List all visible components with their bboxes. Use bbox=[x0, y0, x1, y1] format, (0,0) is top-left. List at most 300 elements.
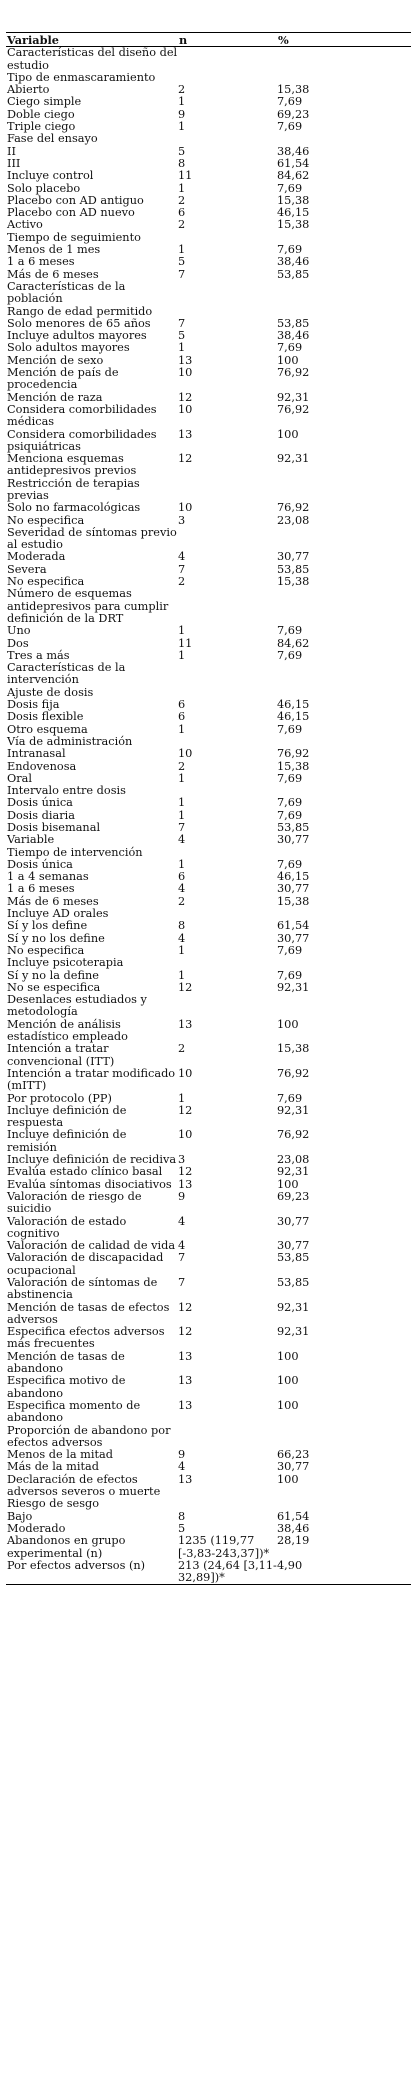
row-variable-cell: Tiempo de seguimiento bbox=[7, 230, 141, 244]
row-variable-cell: No especifica bbox=[7, 575, 85, 589]
row-percent-cell: 66,23 bbox=[277, 1448, 310, 1462]
row-variable-cell: Mención de análisis estadístico empleado bbox=[7, 1017, 128, 1044]
row-variable-cell: Rango de edad permitido bbox=[7, 304, 153, 318]
row-variable-cell: Sí y no la define bbox=[7, 968, 99, 982]
table-row bbox=[6, 883, 411, 895]
row-n-cell bbox=[178, 1425, 277, 1450]
row-variable-cell: Mención de tasas de abandono bbox=[7, 1349, 125, 1376]
row-variable-cell: Restricción de terapias previas bbox=[7, 476, 140, 502]
row-n-cell bbox=[178, 47, 277, 72]
row-percent-cell bbox=[277, 478, 411, 503]
row-n-cell: 13 bbox=[178, 1398, 193, 1412]
table-row bbox=[6, 736, 411, 748]
row-n-cell: 3 bbox=[178, 513, 186, 527]
row-variable-cell: Dosis fija bbox=[7, 698, 60, 712]
row-n-cell bbox=[178, 785, 277, 797]
row-n-cell: 213 (24,64 [3,11-32,89])* bbox=[178, 1558, 277, 1585]
row-variable-cell: Moderada bbox=[7, 550, 66, 564]
table-row bbox=[6, 822, 411, 834]
row-percent-cell: 15,38 bbox=[277, 1042, 310, 1056]
row-n-cell: 12 bbox=[178, 980, 193, 994]
row-n-cell: 5 bbox=[178, 1521, 186, 1535]
table-row bbox=[6, 404, 411, 429]
row-percent-cell bbox=[277, 1425, 411, 1450]
row-n-cell: 5 bbox=[178, 329, 186, 343]
row-variable-cell: Valoración de calidad de vida bbox=[7, 1239, 176, 1253]
row-variable-cell: Fase del ensayo bbox=[7, 132, 98, 146]
table-row bbox=[6, 146, 411, 158]
table-row bbox=[6, 256, 411, 268]
table-row bbox=[6, 306, 411, 318]
row-variable-cell: Vía de administración bbox=[7, 734, 133, 748]
table-row bbox=[6, 834, 411, 846]
row-variable-cell: Especifica motivo de abandono bbox=[7, 1374, 126, 1400]
row-n-cell: 7 bbox=[178, 316, 186, 330]
row-variable-cell: Sí y los define bbox=[7, 919, 88, 933]
table-row bbox=[6, 342, 411, 354]
row-n-cell: 10 bbox=[178, 366, 193, 380]
table-body bbox=[6, 47, 411, 1585]
row-variable-cell: Características de la intervención bbox=[7, 661, 126, 687]
row-n-cell bbox=[178, 994, 277, 1019]
row-percent-cell: 100 bbox=[277, 1398, 299, 1412]
row-n-cell: 2 bbox=[178, 83, 186, 97]
row-n-cell: 4 bbox=[178, 1460, 186, 1474]
row-variable-cell: Considera comorbilidades médicas bbox=[7, 402, 157, 429]
row-n-cell: 1 bbox=[178, 771, 186, 785]
row-n-cell: 2 bbox=[178, 759, 186, 773]
row-variable-cell: Dosis única bbox=[7, 796, 73, 810]
row-variable-cell: Tipo de enmascaramiento bbox=[7, 70, 156, 84]
table-row bbox=[6, 1425, 411, 1450]
row-n-cell bbox=[178, 908, 277, 920]
row-variable-cell: Placebo con AD antiguo bbox=[7, 193, 144, 207]
table-row bbox=[6, 72, 411, 84]
row-variable-cell: Incluye control bbox=[7, 169, 94, 183]
table-row bbox=[6, 687, 411, 699]
table-row bbox=[6, 1043, 411, 1068]
row-percent-cell: 76,92 bbox=[277, 1128, 310, 1142]
row-n-cell: 6 bbox=[178, 206, 186, 220]
row-variable-cell: Mención de país de procedencia bbox=[7, 366, 119, 392]
row-percent-cell: 7,69 bbox=[277, 181, 303, 195]
row-percent-cell: 38,46 bbox=[277, 144, 310, 158]
row-variable-cell: Solo placebo bbox=[7, 181, 81, 195]
row-n-cell: 1 bbox=[178, 120, 186, 134]
row-percent-cell: 7,69 bbox=[277, 968, 303, 982]
row-variable-cell: Ciego simple bbox=[7, 95, 82, 109]
row-percent-cell: 7,69 bbox=[277, 243, 303, 257]
table-row bbox=[6, 1019, 411, 1044]
table-row bbox=[6, 761, 411, 773]
row-n-cell: 3 bbox=[178, 1153, 186, 1167]
row-n-cell: 7 bbox=[178, 821, 186, 834]
row-percent-cell: 46,15 bbox=[277, 710, 310, 724]
row-n-cell bbox=[178, 232, 277, 244]
row-variable-cell: Solo adultos mayores bbox=[7, 341, 130, 355]
row-percent-cell: 38,46 bbox=[277, 1521, 310, 1535]
row-variable-cell: Incluye adultos mayores bbox=[7, 329, 147, 343]
row-percent-cell: 100 bbox=[277, 353, 299, 367]
row-n-cell: 12 bbox=[178, 1300, 193, 1314]
table-row bbox=[6, 1375, 411, 1400]
row-percent-cell bbox=[277, 133, 411, 145]
row-percent-cell: 76,92 bbox=[277, 366, 310, 380]
row-percent-cell bbox=[277, 588, 411, 625]
table-row bbox=[6, 1252, 411, 1277]
row-variable-cell: Variable bbox=[7, 833, 55, 847]
row-n-cell: 7 bbox=[178, 1251, 186, 1265]
row-percent-cell: 92,31 bbox=[277, 980, 310, 994]
header-percent: % bbox=[277, 33, 411, 47]
row-n-cell: 10 bbox=[178, 1066, 193, 1080]
row-percent-cell: 30,77 bbox=[277, 931, 310, 945]
row-variable-cell: Desenlaces estudiados y metodología bbox=[7, 993, 147, 1019]
row-n-cell: 12 bbox=[178, 1325, 193, 1339]
row-n-cell: 1 bbox=[178, 648, 186, 662]
table-row bbox=[6, 1461, 411, 1473]
row-variable-cell: Valoración de síntomas de abstinencia bbox=[7, 1275, 158, 1302]
row-variable-cell: Valoración de estado cognitivo bbox=[7, 1214, 127, 1240]
row-n-cell bbox=[178, 736, 277, 748]
row-n-cell bbox=[178, 588, 277, 625]
row-percent-cell: 53,85 bbox=[277, 316, 310, 330]
table-row bbox=[6, 133, 411, 145]
header-row bbox=[6, 33, 411, 47]
table-row bbox=[6, 1191, 411, 1216]
row-percent-cell: 92,31 bbox=[277, 1165, 310, 1179]
row-variable-cell: Mención de sexo bbox=[7, 353, 104, 367]
row-n-cell: 4 bbox=[178, 882, 186, 896]
table-row bbox=[6, 1216, 411, 1241]
row-variable-cell: Intención a tratar convencional (ITT) bbox=[7, 1042, 115, 1068]
row-variable-cell: Abierto bbox=[7, 83, 50, 97]
row-variable-cell: Más de la mitad bbox=[7, 1460, 99, 1474]
row-variable-cell: Menciona esquemas antidepresivos previos bbox=[7, 452, 137, 478]
row-variable-cell: Abandonos en grupo experimental (n) bbox=[7, 1534, 126, 1560]
row-percent-cell: 7,69 bbox=[277, 722, 303, 736]
row-variable-cell: Intranasal bbox=[7, 747, 66, 761]
row-percent-cell: 61,54 bbox=[277, 1509, 310, 1523]
row-variable-cell: Solo no farmacológicas bbox=[7, 501, 141, 515]
table-row bbox=[6, 662, 411, 687]
results-table-container bbox=[0, 32, 417, 1585]
row-variable-cell: Solo menores de 65 años bbox=[7, 316, 151, 330]
row-percent-cell bbox=[277, 306, 411, 318]
table-row bbox=[6, 1302, 411, 1327]
row-percent-cell bbox=[277, 527, 411, 552]
table-row bbox=[6, 478, 411, 503]
row-percent-cell bbox=[277, 957, 411, 969]
row-n-cell: 1 bbox=[178, 943, 186, 957]
study-characteristics-table bbox=[6, 32, 411, 1585]
table-row bbox=[6, 367, 411, 392]
header-n: n bbox=[178, 33, 277, 47]
row-percent-cell bbox=[277, 281, 411, 306]
row-percent-cell bbox=[277, 47, 411, 72]
row-n-cell bbox=[178, 478, 277, 503]
row-variable-cell: Valoración de riesgo de suicidio bbox=[7, 1189, 142, 1216]
row-variable-cell: Dosis bisemanal bbox=[7, 821, 101, 834]
table-row bbox=[6, 1166, 411, 1178]
row-percent-cell: 46,15 bbox=[277, 870, 310, 884]
row-variable-cell: Incluye definición de recidiva bbox=[7, 1153, 177, 1167]
table-row bbox=[6, 170, 411, 182]
row-n-cell: 2 bbox=[178, 894, 186, 908]
row-n-cell: 7 bbox=[178, 1275, 186, 1289]
row-variable-cell: Más de 6 meses bbox=[7, 894, 99, 908]
row-n-cell: 2 bbox=[178, 1042, 186, 1056]
table-row bbox=[6, 281, 411, 306]
row-n-cell: 2 bbox=[178, 575, 186, 589]
row-n-cell bbox=[178, 306, 277, 318]
row-variable-cell: Más de 6 meses bbox=[7, 267, 99, 281]
row-n-cell: 1 bbox=[178, 341, 186, 355]
row-percent-cell: 15,38 bbox=[277, 759, 310, 773]
row-n-cell: 1 bbox=[178, 808, 186, 822]
table-row bbox=[6, 453, 411, 478]
row-n-cell: 13 bbox=[178, 1472, 193, 1486]
table-row bbox=[6, 994, 411, 1019]
row-n-cell: 13 bbox=[178, 1017, 193, 1031]
row-percent-cell: 7,69 bbox=[277, 1091, 303, 1105]
table-row bbox=[6, 502, 411, 514]
row-n-cell: 2 bbox=[178, 193, 186, 207]
table-row bbox=[6, 1105, 411, 1130]
row-variable-cell: Especifica efectos adversos más frecuentes bbox=[7, 1325, 165, 1351]
row-variable-cell: Declaración de efectos adversos severos o muerte bbox=[7, 1472, 161, 1499]
table-row bbox=[6, 1326, 411, 1351]
row-n-cell: 8 bbox=[178, 919, 186, 933]
row-n-cell: 1 bbox=[178, 181, 186, 195]
row-variable-cell: 1 a 6 meses bbox=[7, 255, 75, 269]
table-row bbox=[6, 527, 411, 552]
row-variable-cell: Severa bbox=[7, 562, 47, 576]
row-n-cell: 12 bbox=[178, 1103, 193, 1117]
row-percent-cell: 4,90 bbox=[277, 1560, 411, 1585]
row-n-cell bbox=[178, 72, 277, 84]
row-percent-cell: 76,92 bbox=[277, 501, 310, 515]
row-n-cell: 1 bbox=[178, 243, 186, 257]
table-row bbox=[6, 551, 411, 563]
row-variable-cell: Otro esquema bbox=[7, 722, 88, 736]
table-row bbox=[6, 1277, 411, 1302]
table-row bbox=[6, 1474, 411, 1499]
row-n-cell bbox=[178, 662, 277, 687]
row-n-cell bbox=[178, 1498, 277, 1510]
row-variable-cell: Evalúa síntomas disociativos bbox=[7, 1177, 172, 1191]
row-variable-cell: Menos de la mitad bbox=[7, 1448, 113, 1462]
row-n-cell: 4 bbox=[178, 1214, 186, 1228]
row-n-cell: 11 bbox=[178, 169, 193, 183]
row-n-cell: 10 bbox=[178, 1128, 193, 1142]
row-variable-cell: Doble ciego bbox=[7, 107, 75, 121]
row-variable-cell: Incluye AD orales bbox=[7, 907, 109, 921]
row-percent-cell: 53,85 bbox=[277, 562, 310, 576]
row-percent-cell: 7,69 bbox=[277, 808, 303, 822]
row-n-cell: 1 bbox=[178, 1091, 186, 1105]
row-n-cell: 8 bbox=[178, 1509, 186, 1523]
row-percent-cell: 7,69 bbox=[277, 624, 303, 638]
row-percent-cell: 100 bbox=[277, 427, 299, 441]
row-variable-cell: Severidad de síntomas previo al estudio bbox=[7, 525, 177, 552]
row-percent-cell: 100 bbox=[277, 1017, 299, 1031]
row-n-cell: 1235 (119,77 [-3,83-243,37])* bbox=[178, 1534, 270, 1560]
row-percent-cell: 92,31 bbox=[277, 1325, 310, 1339]
row-variable-cell: No especifica bbox=[7, 513, 85, 527]
row-percent-cell: 7,69 bbox=[277, 796, 303, 810]
row-n-cell: 1 bbox=[178, 95, 186, 109]
row-variable-cell: Por efectos adversos (n) bbox=[6, 1560, 178, 1585]
row-percent-cell: 53,85 bbox=[277, 1251, 310, 1265]
row-n-cell: 6 bbox=[178, 870, 186, 884]
row-percent-cell: 7,69 bbox=[277, 857, 303, 871]
row-variable-cell: 1 a 4 semanas bbox=[7, 870, 89, 884]
row-percent-cell bbox=[277, 1498, 411, 1510]
row-percent-cell: 15,38 bbox=[277, 83, 310, 97]
table-row bbox=[6, 920, 411, 932]
row-n-cell: 1 bbox=[178, 796, 186, 810]
row-n-cell: 5 bbox=[178, 144, 186, 158]
row-n-cell: 9 bbox=[178, 107, 186, 121]
row-n-cell bbox=[178, 687, 277, 699]
row-percent-cell: 7,69 bbox=[277, 341, 303, 355]
row-percent-cell: 38,46 bbox=[277, 329, 310, 343]
row-variable-cell: Incluye psicoterapia bbox=[7, 956, 124, 970]
row-n-cell: 7 bbox=[178, 267, 186, 281]
row-percent-cell bbox=[277, 994, 411, 1019]
row-n-cell: 7 bbox=[178, 562, 186, 576]
row-percent-cell: 53,85 bbox=[277, 1275, 310, 1289]
row-percent-cell: 100 bbox=[277, 1349, 299, 1363]
row-percent-cell: 84,62 bbox=[277, 169, 310, 183]
row-variable-cell: No especifica bbox=[7, 943, 85, 957]
row-percent-cell: 100 bbox=[277, 1374, 299, 1388]
row-percent-cell: 23,08 bbox=[277, 1153, 310, 1167]
row-n-cell: 11 bbox=[178, 636, 193, 650]
row-variable-cell: Sí y no los define bbox=[7, 931, 105, 945]
row-percent-cell: 92,31 bbox=[277, 390, 310, 404]
row-variable-cell: Activo bbox=[7, 218, 43, 232]
row-n-cell bbox=[178, 281, 277, 306]
row-n-cell: 10 bbox=[178, 501, 193, 515]
row-n-cell: 1 bbox=[178, 624, 186, 638]
row-percent-cell: 15,38 bbox=[277, 193, 310, 207]
row-n-cell: 9 bbox=[178, 1448, 186, 1462]
row-variable-cell: Número de esquemas antidepresivos para cumplir definición de la DRT bbox=[7, 587, 169, 625]
row-percent-cell: 30,77 bbox=[277, 1460, 310, 1474]
table-row bbox=[6, 711, 411, 723]
row-percent-cell: 76,92 bbox=[277, 1066, 310, 1080]
row-percent-cell: 92,31 bbox=[277, 1103, 310, 1117]
row-percent-cell: 46,15 bbox=[277, 206, 310, 220]
row-variable-cell: Incluye definición de remisión bbox=[7, 1128, 127, 1154]
row-variable-cell: Oral bbox=[7, 771, 33, 785]
row-percent-cell: 69,23 bbox=[277, 1189, 310, 1203]
row-percent-cell: 53,85 bbox=[277, 267, 310, 281]
table-row bbox=[6, 957, 411, 969]
table-row bbox=[6, 1560, 411, 1585]
row-percent-cell: 100 bbox=[277, 1177, 299, 1191]
table-row bbox=[6, 1511, 411, 1523]
table-header bbox=[6, 33, 411, 47]
row-percent-cell: 7,69 bbox=[277, 95, 303, 109]
row-n-cell: 13 bbox=[178, 1349, 193, 1363]
row-n-cell: 4 bbox=[178, 931, 186, 945]
row-n-cell bbox=[178, 527, 277, 552]
row-percent-cell: 7,69 bbox=[277, 120, 303, 134]
table-row bbox=[6, 1068, 411, 1093]
row-percent-cell: 46,15 bbox=[277, 698, 310, 712]
row-n-cell: 13 bbox=[178, 1374, 193, 1388]
row-percent-cell: 30,77 bbox=[277, 1239, 310, 1253]
row-n-cell bbox=[178, 957, 277, 969]
table-row bbox=[6, 183, 411, 195]
row-percent-cell: 7,69 bbox=[277, 648, 303, 662]
row-percent-cell: 23,08 bbox=[277, 513, 310, 527]
row-variable-cell: Dosis flexible bbox=[7, 710, 84, 724]
row-n-cell bbox=[178, 133, 277, 145]
row-variable-cell: No se especifica bbox=[7, 980, 101, 994]
row-n-cell: 4 bbox=[178, 833, 186, 847]
row-variable-cell: 1 a 6 meses bbox=[7, 882, 75, 896]
row-n-cell: 13 bbox=[178, 427, 193, 441]
row-variable-cell: Por protocolo (PP) bbox=[7, 1091, 112, 1105]
row-variable-cell: Menos de 1 mes bbox=[7, 243, 101, 257]
row-variable-cell: Uno bbox=[7, 624, 31, 638]
row-variable-cell: Mención de raza bbox=[7, 390, 103, 404]
row-percent-cell: 76,92 bbox=[277, 402, 310, 416]
row-variable-cell: Especifica momento de abandono bbox=[7, 1398, 141, 1425]
row-variable-cell: Bajo bbox=[7, 1509, 33, 1523]
row-n-cell: 9 bbox=[178, 1189, 186, 1203]
row-variable-cell: Placebo con AD nuevo bbox=[7, 206, 135, 220]
row-percent-cell: 53,85 bbox=[277, 821, 310, 834]
row-n-cell: 12 bbox=[178, 452, 193, 466]
table-row bbox=[6, 429, 411, 454]
row-variable-cell: Dos bbox=[7, 636, 29, 650]
table-row bbox=[6, 588, 411, 625]
row-percent-cell: 7,69 bbox=[277, 943, 303, 957]
row-percent-cell: 84,62 bbox=[277, 636, 310, 650]
row-variable-cell: Dosis única bbox=[7, 857, 73, 871]
table-row bbox=[6, 638, 411, 650]
row-percent-cell: 7,69 bbox=[277, 771, 303, 785]
row-variable-cell: Intención a tratar modificado (mITT) bbox=[7, 1066, 176, 1093]
row-n-cell: 1 bbox=[178, 722, 186, 736]
row-n-cell: 6 bbox=[178, 710, 186, 724]
row-variable-cell: Moderado bbox=[7, 1521, 66, 1535]
row-variable-cell: Incluye definición de respuesta bbox=[7, 1103, 127, 1130]
row-n-cell: 10 bbox=[178, 747, 193, 761]
row-n-cell: 1 bbox=[178, 857, 186, 871]
row-variable-cell: Dosis diaria bbox=[7, 808, 75, 822]
table-row bbox=[6, 219, 411, 231]
row-n-cell: 8 bbox=[178, 156, 186, 170]
row-percent-cell: 15,38 bbox=[277, 218, 310, 232]
row-percent-cell: 30,77 bbox=[277, 882, 310, 896]
row-percent-cell: 92,31 bbox=[277, 452, 310, 466]
row-percent-cell: 15,38 bbox=[277, 894, 310, 908]
row-variable-cell: Valoración de discapacidad ocupacional bbox=[7, 1251, 164, 1277]
row-percent-cell: 30,77 bbox=[277, 1214, 310, 1228]
row-variable-cell: Proporción de abandono por efectos adversos bbox=[7, 1423, 171, 1449]
row-variable-cell: Endovenosa bbox=[7, 759, 77, 773]
row-n-cell: 12 bbox=[178, 390, 193, 404]
row-variable-cell: III bbox=[7, 156, 21, 170]
row-variable-cell: Mención de tasas de efectos adversos bbox=[7, 1300, 170, 1326]
row-percent-cell: 69,23 bbox=[277, 107, 310, 121]
